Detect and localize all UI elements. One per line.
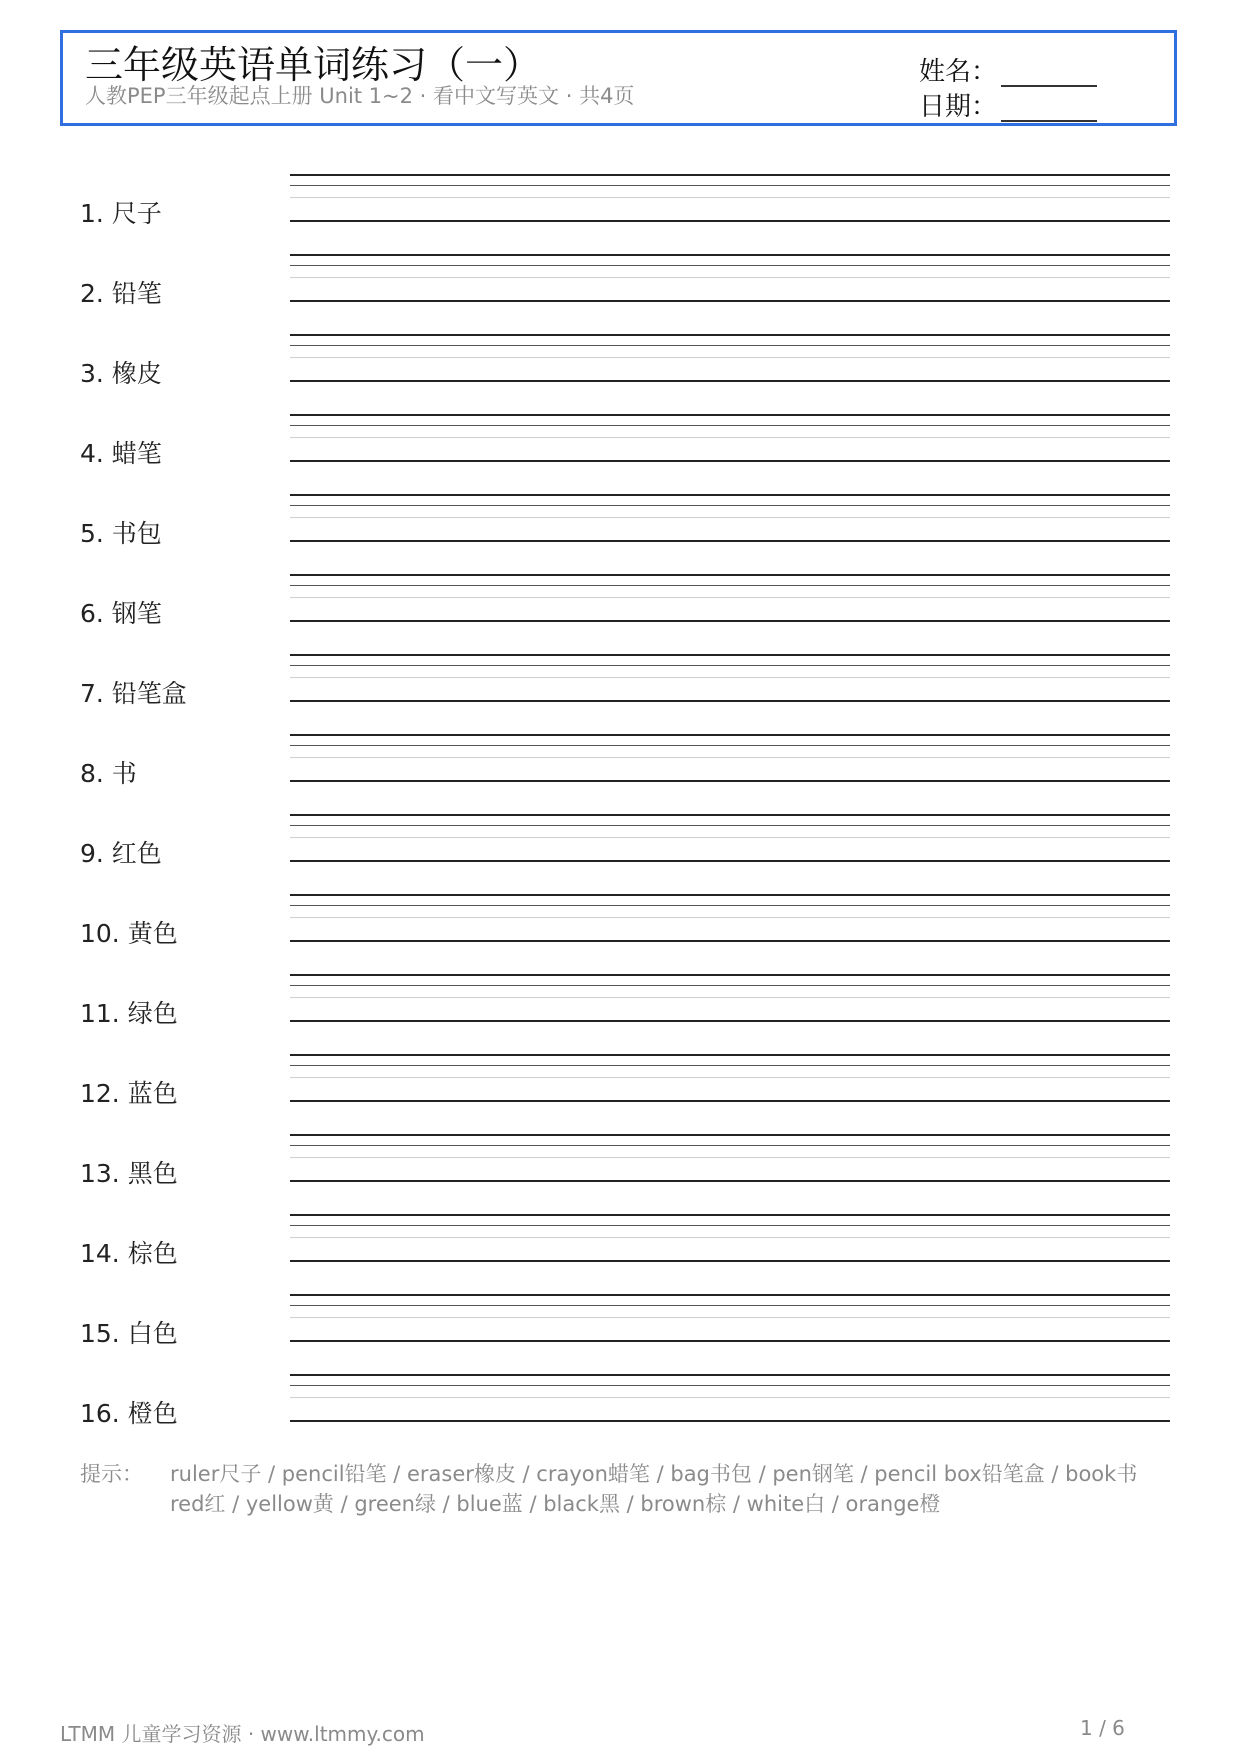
writing-line-top (290, 894, 1170, 896)
writing-line-guide (290, 1397, 1170, 1398)
writing-line-top (290, 574, 1170, 576)
writing-line-guide (290, 997, 1170, 998)
word-prompt: 9. 红色 (80, 839, 162, 868)
word-prompt: 16. 橙色 (80, 1399, 178, 1428)
writing-line-base[interactable] (290, 220, 1170, 222)
writing-line-base[interactable] (290, 1020, 1170, 1022)
date-field (919, 92, 1097, 122)
writing-line-mid (290, 985, 1170, 986)
name-blank[interactable] (1001, 61, 1097, 87)
writing-line-top (290, 1134, 1170, 1136)
page-title: 三年级英语单词练习（一） (85, 43, 542, 87)
page-subtitle: 人教PEP三年级起点上册 Unit 1~2 · 看中文写英文 · 共4页 (85, 84, 635, 108)
hint-label: 提示： (80, 1462, 143, 1486)
writing-line-top (290, 174, 1170, 176)
writing-line-base[interactable] (290, 1100, 1170, 1102)
writing-line-mid (290, 345, 1170, 346)
writing-line-base[interactable] (290, 1260, 1170, 1262)
writing-line-top (290, 334, 1170, 336)
writing-line-mid (290, 1065, 1170, 1066)
writing-line-base[interactable] (290, 1340, 1170, 1342)
writing-line-guide (290, 917, 1170, 918)
writing-line-guide (290, 1077, 1170, 1078)
writing-line-base[interactable] (290, 1180, 1170, 1182)
writing-line-base[interactable] (290, 1420, 1170, 1422)
writing-line-mid (290, 185, 1170, 186)
page-number: 1 / 6 (1080, 1716, 1125, 1740)
writing-line-guide (290, 837, 1170, 838)
writing-line-guide (290, 277, 1170, 278)
word-prompt: 4. 蜡笔 (80, 439, 162, 468)
hint-line-2: red红 / yellow黄 / green绿 / blue蓝 / black黑 / brown棕 / white白 / orange橙 (170, 1492, 941, 1516)
writing-line-top (290, 494, 1170, 496)
writing-line-mid (290, 825, 1170, 826)
writing-line-base[interactable] (290, 540, 1170, 542)
writing-line-base[interactable] (290, 700, 1170, 702)
word-row (0, 494, 1240, 574)
writing-line-top (290, 1054, 1170, 1056)
writing-line-top (290, 1294, 1170, 1296)
writing-line-base[interactable] (290, 780, 1170, 782)
word-row (0, 814, 1240, 894)
word-row (0, 574, 1240, 654)
word-row (0, 254, 1240, 334)
word-row (0, 1374, 1240, 1454)
writing-line-mid (290, 905, 1170, 906)
word-prompt: 6. 钢笔 (80, 599, 162, 628)
writing-line-guide (290, 1157, 1170, 1158)
word-prompt: 5. 书包 (80, 519, 162, 548)
word-row (0, 1294, 1240, 1374)
name-field (919, 57, 1097, 87)
writing-line-guide (290, 197, 1170, 198)
writing-line-base[interactable] (290, 940, 1170, 942)
word-prompt: 15. 白色 (80, 1319, 178, 1348)
writing-line-mid (290, 665, 1170, 666)
word-prompt: 13. 黑色 (80, 1159, 178, 1188)
word-prompt: 10. 黄色 (80, 919, 178, 948)
name-label: 姓名： (919, 57, 998, 87)
writing-line-mid (290, 505, 1170, 506)
date-label: 日期： (919, 92, 998, 122)
writing-line-mid (290, 1305, 1170, 1306)
writing-line-mid (290, 745, 1170, 746)
word-row (0, 894, 1240, 974)
writing-line-mid (290, 585, 1170, 586)
writing-line-base[interactable] (290, 460, 1170, 462)
writing-line-top (290, 1374, 1170, 1376)
hint-line-1: ruler尺子 / pencil铅笔 / eraser橡皮 / crayon蜡笔 / bag书包 / pen钢笔 / pencil box铅笔盒 / book书 (170, 1462, 1138, 1486)
writing-line-mid (290, 425, 1170, 426)
word-prompt: 11. 绿色 (80, 999, 178, 1028)
writing-line-base[interactable] (290, 860, 1170, 862)
writing-line-mid (290, 265, 1170, 266)
word-row (0, 1214, 1240, 1294)
word-prompt: 8. 书 (80, 759, 137, 788)
word-prompt: 14. 棕色 (80, 1239, 178, 1268)
footer-source: LTMM 儿童学习资源 · www.ltmmy.com (60, 1722, 425, 1746)
writing-line-top (290, 974, 1170, 976)
word-row (0, 654, 1240, 734)
writing-line-top (290, 814, 1170, 816)
word-row (0, 1054, 1240, 1134)
word-row (0, 734, 1240, 814)
writing-line-mid (290, 1225, 1170, 1226)
word-prompt: 1. 尺子 (80, 199, 162, 228)
word-prompt: 2. 铅笔 (80, 279, 162, 308)
writing-line-guide (290, 357, 1170, 358)
word-row (0, 974, 1240, 1054)
writing-line-guide (290, 677, 1170, 678)
word-row (0, 174, 1240, 254)
word-prompt: 3. 橡皮 (80, 359, 162, 388)
writing-line-guide (290, 757, 1170, 758)
writing-line-top (290, 1214, 1170, 1216)
word-row (0, 334, 1240, 414)
writing-line-top (290, 414, 1170, 416)
writing-line-guide (290, 1237, 1170, 1238)
date-blank[interactable] (1001, 96, 1097, 122)
word-prompt: 12. 蓝色 (80, 1079, 178, 1108)
writing-line-top (290, 254, 1170, 256)
writing-line-guide (290, 437, 1170, 438)
word-row (0, 414, 1240, 494)
word-row (0, 1134, 1240, 1214)
writing-line-guide (290, 1317, 1170, 1318)
writing-line-top (290, 654, 1170, 656)
writing-line-guide (290, 517, 1170, 518)
writing-line-base[interactable] (290, 380, 1170, 382)
writing-line-guide (290, 597, 1170, 598)
writing-line-top (290, 734, 1170, 736)
writing-line-base[interactable] (290, 620, 1170, 622)
writing-line-mid (290, 1145, 1170, 1146)
writing-line-base[interactable] (290, 300, 1170, 302)
writing-line-mid (290, 1385, 1170, 1386)
word-prompt: 7. 铅笔盒 (80, 679, 187, 708)
worksheet-header (60, 30, 1177, 126)
